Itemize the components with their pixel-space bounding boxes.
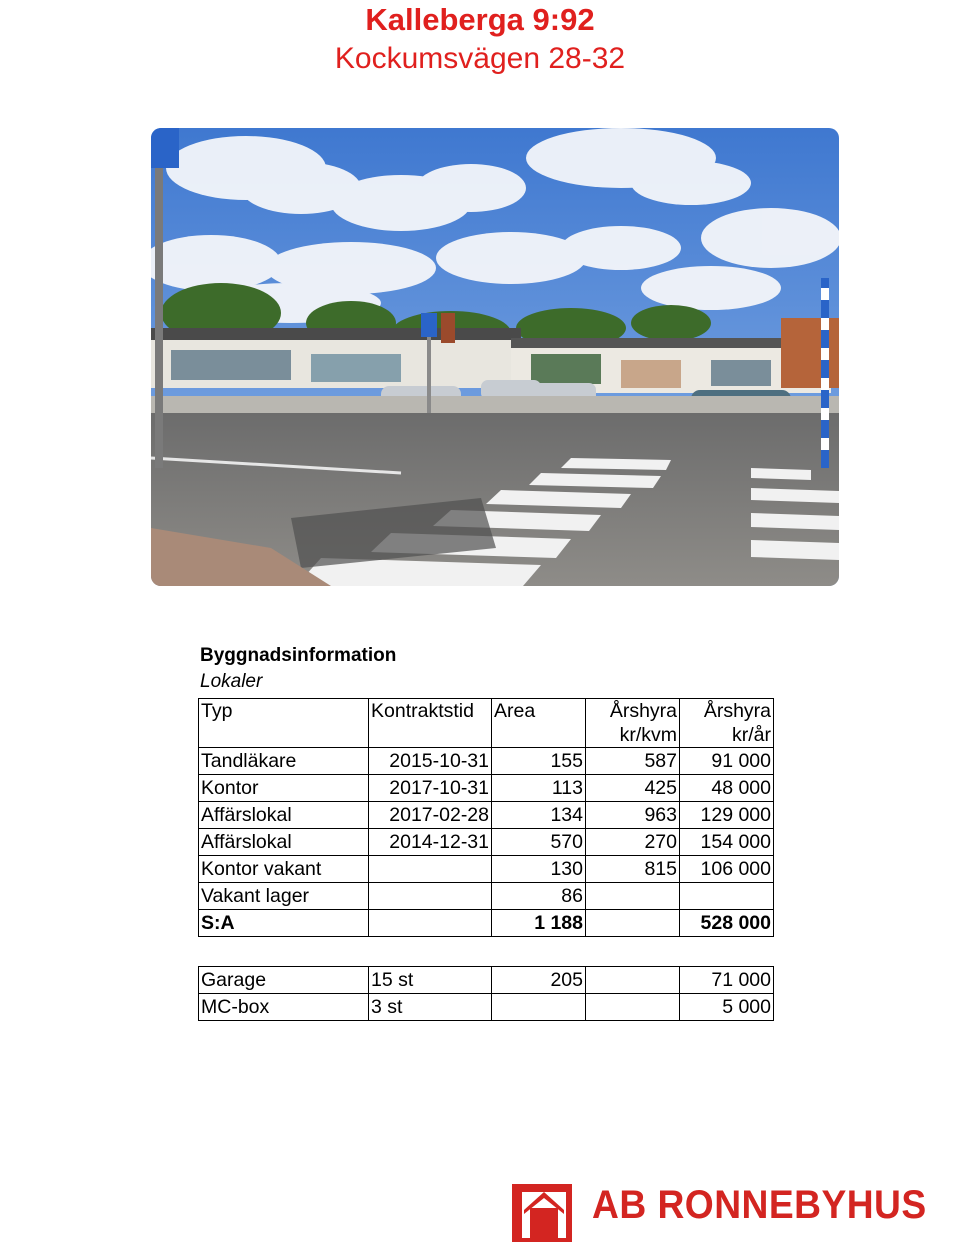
cell-area: 570: [492, 829, 586, 856]
table-row: [199, 856, 774, 883]
cell-ar: 5 000: [680, 994, 774, 1021]
logo-text: AB RONNEBYHUS: [592, 1183, 927, 1227]
table-row: [199, 775, 774, 802]
header-arshyra-ar-line1: Årshyra: [703, 700, 771, 722]
house-logo-icon: [510, 1178, 576, 1244]
header-arshyra-ar-line2: kr/år: [732, 724, 771, 746]
cell-area: [492, 994, 586, 1021]
cell-empty: [369, 910, 492, 937]
cell-ar: 91 000: [680, 748, 774, 775]
total-row: [199, 910, 774, 937]
cell-ar: 71 000: [680, 967, 774, 994]
cell-empty: [586, 967, 680, 994]
page-subtitle: Kockumsvägen 28-32: [334, 42, 626, 75]
header-area: Area: [492, 699, 586, 748]
cell-typ: Affärslokal: [199, 829, 369, 856]
cell-kontraktstid: 2015-10-31: [369, 748, 492, 775]
cell-kvm: 587: [586, 748, 680, 775]
cell-kvm: 963: [586, 802, 680, 829]
header-typ: Typ: [199, 699, 369, 748]
cell-ar: 154 000: [680, 829, 774, 856]
cell-ar: 129 000: [680, 802, 774, 829]
table-header-row: [199, 699, 774, 748]
cell-typ: Vakant lager: [199, 883, 369, 910]
cell-ar: 106 000: [680, 856, 774, 883]
lokaler-table: [198, 698, 774, 937]
cell-area: 155: [492, 748, 586, 775]
cell-total-area: 1 188: [492, 910, 586, 937]
section-subtitle: Lokaler: [200, 671, 263, 692]
cell-typ: Affärslokal: [199, 802, 369, 829]
cell-kvm: 425: [586, 775, 680, 802]
header-kontraktstid: Kontraktstid: [369, 699, 492, 748]
cell-typ: Kontor: [199, 775, 369, 802]
cell-total-label: S:A: [199, 910, 369, 937]
table-row: [199, 802, 774, 829]
cell-kontraktstid: 2014-12-31: [369, 829, 492, 856]
cell-kontraktstid: [369, 856, 492, 883]
cell-empty: [586, 994, 680, 1021]
cell-empty: [586, 910, 680, 937]
cell-ar: [680, 883, 774, 910]
header-arshyra-ar: [680, 699, 774, 748]
header-arshyra-kvm-line1: Årshyra: [609, 700, 677, 722]
cell-antal: 3 st: [369, 994, 492, 1021]
table-row: [199, 829, 774, 856]
cell-area: 86: [492, 883, 586, 910]
cell-typ: Tandläkare: [199, 748, 369, 775]
table-row: [199, 748, 774, 775]
page-title: Kalleberga 9:92: [365, 2, 595, 37]
cell-ar: 48 000: [680, 775, 774, 802]
cell-typ: Garage: [199, 967, 369, 994]
table-row: [199, 883, 774, 910]
cell-kvm: 815: [586, 856, 680, 883]
cell-antal: 15 st: [369, 967, 492, 994]
section-title: Byggnadsinformation: [200, 645, 397, 666]
cell-typ: Kontor vakant: [199, 856, 369, 883]
cell-kontraktstid: 2017-02-28: [369, 802, 492, 829]
cell-area: 113: [492, 775, 586, 802]
header-arshyra-kvm: [586, 699, 680, 748]
company-logo: [510, 1178, 950, 1244]
cell-kvm: [586, 883, 680, 910]
cell-kvm: 270: [586, 829, 680, 856]
property-photo: [151, 128, 839, 586]
header-arshyra-kvm-line2: kr/kvm: [619, 724, 677, 746]
cell-area: 130: [492, 856, 586, 883]
table-row: [199, 967, 774, 994]
cell-kontraktstid: 2017-10-31: [369, 775, 492, 802]
table-row: [199, 994, 774, 1021]
cell-total-ar: 528 000: [680, 910, 774, 937]
cell-typ: MC-box: [199, 994, 369, 1021]
garage-table: [198, 966, 774, 1021]
cell-area: 134: [492, 802, 586, 829]
cell-area: 205: [492, 967, 586, 994]
cell-kontraktstid: [369, 883, 492, 910]
